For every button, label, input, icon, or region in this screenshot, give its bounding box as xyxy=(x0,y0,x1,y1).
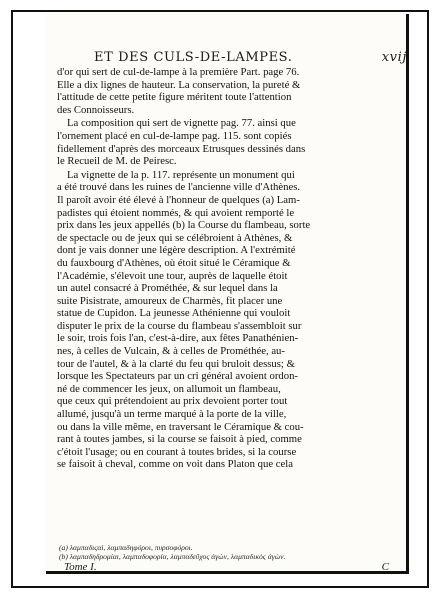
page-number: xvij xyxy=(381,50,407,65)
text-line: Elle a dix lignes de hauteur. La conservation, la pureté & xyxy=(57,78,301,91)
text-line: ou dans la ville même, en traversant le Céramique & cou- xyxy=(57,420,304,433)
text-line: Il paroît avoir été élevé à l'honneur de quelques (a) Lam- xyxy=(57,193,300,206)
text-line: allumé, jusqu'à un terme marqué à la porte de la ville, xyxy=(57,408,287,421)
text-line: dont je vais donner une légère description. A l'extrémité xyxy=(57,244,296,257)
text-line: c'étoit l'usage; ou en courant à toutes brides, si la course xyxy=(57,445,297,458)
text-line: un autel consacré à Prométhée, & sur lequel dans la xyxy=(57,282,278,295)
text-line: nes, à celles de Vulcain, & à celles de Prométhée, au- xyxy=(57,345,285,358)
text-line: La composition qui sert de vignette pag. 77. ainsi que xyxy=(67,117,296,130)
text-line: padistes qui étoient nommés, & qui avoient remporté le xyxy=(57,206,295,219)
text-line: tour de l'autel, & à la clarté du feu qui bruloit dessus; & xyxy=(57,357,295,370)
paragraph xyxy=(57,169,401,471)
paragraph xyxy=(57,66,401,116)
text-line: fidellement d'après des morceaux Etrusques dessinés dans xyxy=(57,142,306,155)
text-line: se faisoit à cheval, comme on voit dans Platon que cela xyxy=(57,458,293,471)
text-line: prix dans les jeux appellés (b) la Course du flambeau, sorte xyxy=(57,219,311,232)
text-line: de spectacle ou de jeux qui se célébroient à Athènes, & xyxy=(57,231,293,244)
text-line: suite Pisistrate, amoureux de Charmès, fit placer une xyxy=(57,294,283,307)
text-line: statue de Cupidon. La jeunesse Athénienne qui vouloit xyxy=(57,307,291,320)
text-line: disputer le prix de la course du flambeau s'assembloit sur xyxy=(57,319,302,332)
footnote: (a) λαμπαδιςαὶ, λαμπαδηφόροι, πυρσοφόροι. xyxy=(59,543,193,552)
text-line: d'or qui sert de cul-de-lampe à la première Part. page 76. xyxy=(57,66,300,78)
footnote: (b) λαμπαδηδρομίαι, λαμπαδοφορία, λαμπαδεῦχος ἀγὼν, λαμπαδικὸς ἀγὼν. xyxy=(59,552,286,561)
footnotes xyxy=(59,543,399,561)
text-line: du fauxbourg d'Athènes, où étoit situé le Céramique & xyxy=(57,256,291,269)
signature-mark: C xyxy=(381,561,389,573)
text-line: né de commencer les jeux, on allumoit un flambeau, xyxy=(57,382,281,395)
text-line: a été trouvé dans les ruines de l'ancienne ville d'Athènes. xyxy=(57,181,301,194)
text-line: l'Académie, s'élevoit une tour, auprès de laquelle étoit xyxy=(57,269,288,282)
text-line: rant à toutes jambes, si la course se faisoit à pied, comme xyxy=(57,433,302,446)
running-title: ET DES CULS-DE-LAMPES. xyxy=(94,50,293,65)
volume-label: Tome I. xyxy=(64,561,97,573)
text-line: l'attitude de cette petite figure méritent toute l'attention xyxy=(57,91,292,104)
text-line: des Connoisseurs. xyxy=(57,103,135,116)
text-line: lorsque les Spectateurs par un cri général avoient ordon- xyxy=(57,370,298,383)
body-text xyxy=(57,66,401,472)
text-line: le soir, trois fois l'an, c'est-à-dire, aux fêtes Panathénien- xyxy=(57,332,299,345)
paragraph xyxy=(57,117,401,167)
text-line: l'ornement placé en cul-de-lampe pag. 115. sont copiés xyxy=(57,129,292,142)
text-line: que ceux qui prétendoient au prix devoient porter tout xyxy=(57,395,288,408)
text-line: le Recueil de M. de Peiresc. xyxy=(57,155,177,168)
text-line: La vignette de la p. 117. représente un monument qui xyxy=(67,168,295,181)
